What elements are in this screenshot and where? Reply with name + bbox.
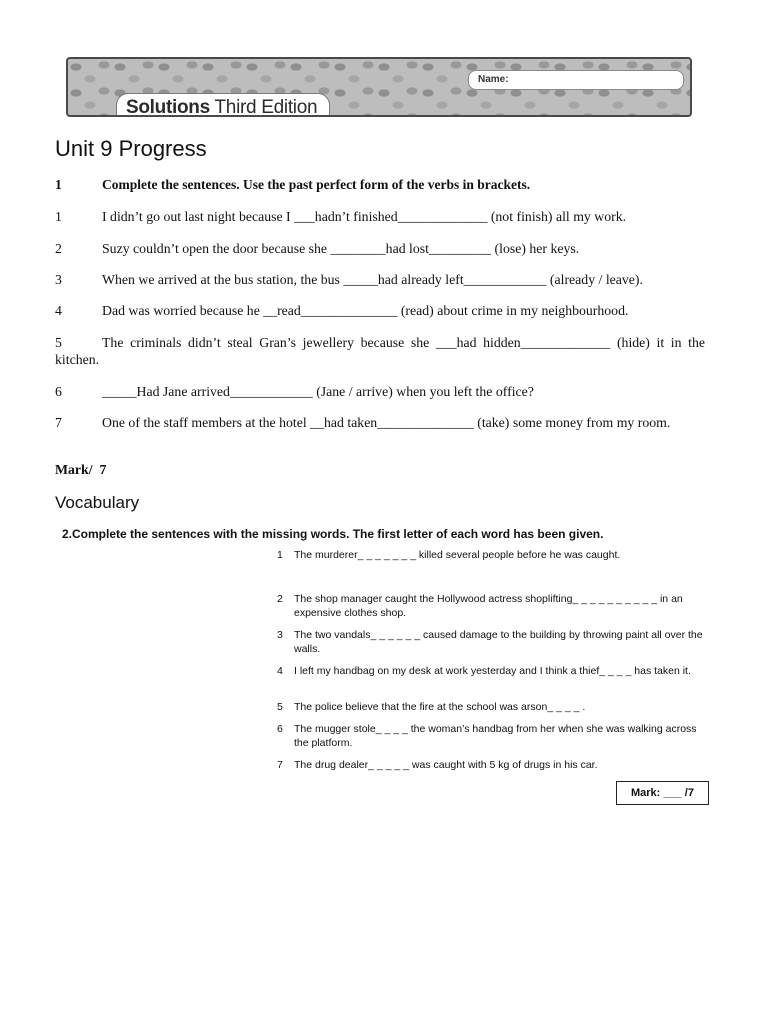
vocab-text: The mugger stole_ _ _ _ the woman’s handbag from her when she was walking across the platform.: [294, 723, 697, 749]
exercise-item: [55, 383, 705, 400]
vocab-item: [277, 628, 707, 656]
vocab-item: [277, 592, 707, 620]
vocab-item: [277, 548, 707, 562]
exercise-item: [55, 414, 705, 431]
item-text: Dad was worried because he __read______________ (read) about crime in my neighbourhood.: [102, 303, 629, 318]
item-number: 7: [55, 415, 62, 430]
exercise-item: [55, 334, 705, 368]
vocab-item: [277, 758, 707, 772]
item-text: The criminals didn’t steal Gran’s jewellery because she ___had hidden_____________ (hide) it in the kitchen.: [55, 335, 705, 367]
brand-title: [126, 97, 317, 117]
section1-number: 1: [55, 177, 62, 192]
name-field[interactable]: [468, 70, 684, 90]
exercise-item: [55, 240, 705, 257]
vocab-text: The drug dealer_ _ _ _ _ was caught with 5 kg of drugs in his car.: [294, 759, 598, 771]
vocab-number: 4: [277, 665, 283, 677]
item-text: _____Had Jane arrived____________ (Jane / arrive) when you left the office?: [102, 384, 534, 399]
vocab-number: 7: [277, 759, 283, 771]
item-number: 3: [55, 272, 62, 287]
brand-bold: Solutions: [126, 97, 210, 117]
mark-total: 7: [99, 462, 107, 477]
section1-mark: [55, 462, 106, 478]
vocab-text: The murderer_ _ _ _ _ _ _ killed several people before he was caught.: [294, 549, 621, 561]
brand-rest: Third Edition: [209, 97, 318, 117]
section1-instruction-text: Complete the sentences. Use the past perfect form of the verbs in brackets.: [102, 177, 531, 192]
vocab-number: 1: [277, 549, 283, 561]
vocab-item: [277, 722, 707, 750]
vocabulary-mark-box: Mark: ___ /7: [616, 781, 709, 805]
item-text: I didn’t go out last night because I ___hadn’t finished_____________ (not finish) all my work.: [102, 209, 627, 224]
vocabulary-instruction: 2.Complete the sentences with the missing words. The first letter of each word has been given.: [62, 527, 604, 541]
name-label: Name:: [478, 74, 509, 85]
brand-logo: [116, 93, 330, 117]
exercise-item: [55, 208, 705, 225]
item-number: 2: [55, 241, 62, 256]
item-number: 5: [55, 335, 62, 350]
item-number: 6: [55, 384, 62, 399]
item-number: 1: [55, 209, 62, 224]
page-title: Unit 9 Progress: [55, 136, 207, 161]
vocab-text: I left my handbag on my desk at work yesterday and I think a thief_ _ _ _ has taken it.: [294, 665, 691, 677]
vocab-item: [277, 700, 707, 714]
item-text: When we arrived at the bus station, the bus _____had already left____________ (already / leave).: [102, 272, 643, 287]
vocabulary-title: Vocabulary: [55, 493, 140, 512]
vocab-text: The two vandals_ _ _ _ _ _ caused damage to the building by throwing paint all over the walls.: [294, 629, 703, 655]
header-banner: [66, 57, 692, 117]
vocab-text: The police believe that the fire at the school was arson_ _ _ _ .: [294, 701, 586, 713]
vocab-number: 3: [277, 629, 283, 641]
vocab-text: The shop manager caught the Hollywood actress shoplifting_ _ _ _ _ _ _ _ _ _ in an expensive clothes shop.: [294, 593, 683, 619]
vocab-item: [277, 664, 707, 678]
item-text: One of the staff members at the hotel __had taken______________ (take) some money from my room.: [102, 415, 671, 430]
exercise-item: [55, 271, 705, 288]
exercise-item: [55, 302, 705, 319]
item-number: 4: [55, 303, 62, 318]
vocab-number: 6: [277, 723, 283, 735]
vocab-number: 5: [277, 701, 283, 713]
vocab-number: 2: [277, 593, 283, 605]
item-text: Suzy couldn’t open the door because she ________had lost_________ (lose) her keys.: [102, 241, 580, 256]
mark-label: Mark/: [55, 462, 93, 477]
